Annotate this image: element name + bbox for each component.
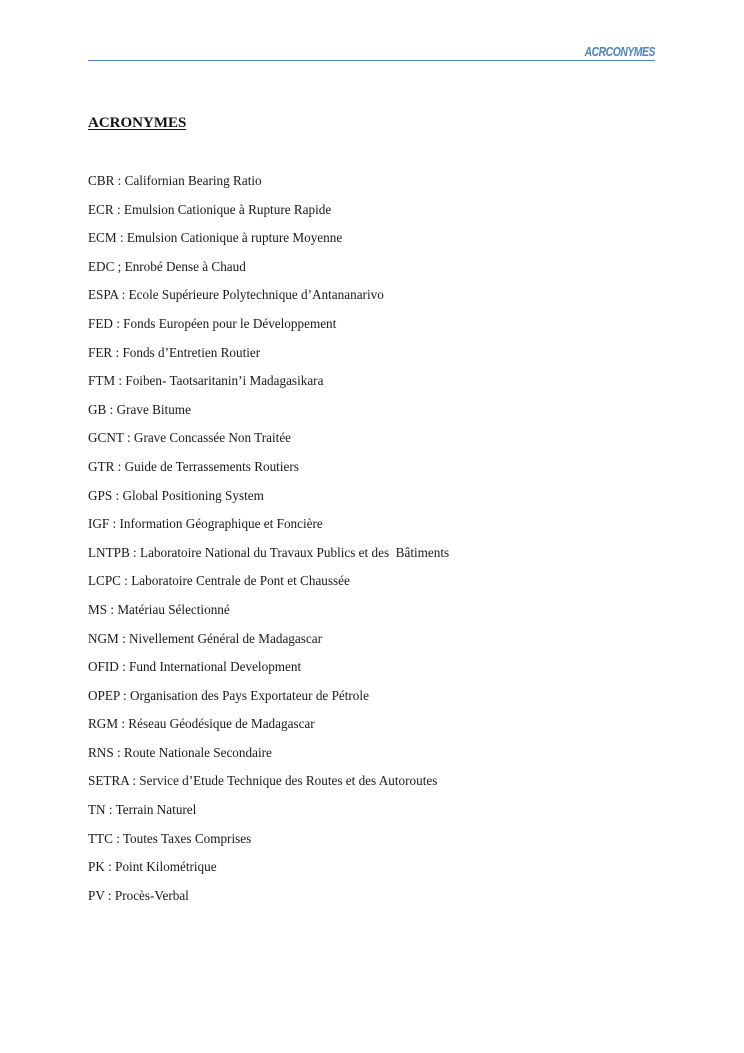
acronym-item: FED : Fonds Européen pour le Développement xyxy=(88,315,337,331)
acronym-item: ECR : Emulsion Cationique à Rupture Rapide xyxy=(88,201,332,217)
acronym-item: GB : Grave Bitume xyxy=(88,401,191,417)
acronym-item: CBR : Californian Bearing Ratio xyxy=(88,173,262,188)
acronym-item: TTC : Toutes Taxes Comprises xyxy=(88,830,252,846)
acronym-item: FER : Fonds d’Entretien Routier xyxy=(88,344,261,360)
acronym-item: MS : Matériau Sélectionné xyxy=(88,601,230,617)
acronym-item: PV : Procès-Verbal xyxy=(88,887,189,903)
acronym-list xyxy=(88,171,449,914)
acronym-item: LNTPB : Laboratoire National du Travaux Publics et des Bâtiments xyxy=(88,544,450,560)
acronym-item: GTR : Guide de Terrassements Routiers xyxy=(88,458,299,474)
acronym-item: OPEP : Organisation des Pays Exportateur de Pétrole xyxy=(88,687,369,703)
acronym-item: PK : Point Kilométrique xyxy=(88,859,217,875)
acronym-item: LCPC : Laboratoire Centrale de Pont et Chaussée xyxy=(88,573,350,589)
acronym-item: SETRA : Service d’Etude Technique des Routes et des Autoroutes xyxy=(88,773,438,789)
acronym-item: RNS : Route Nationale Secondaire xyxy=(88,744,272,760)
running-header: ACRCONYMES xyxy=(584,44,655,59)
acronym-item: OFID : Fund International Development xyxy=(88,659,302,675)
acronym-item: IGF : Information Géographique et Foncière xyxy=(88,516,323,532)
acronym-item: FTM : Foiben- Taotsaritanin’i Madagasikara xyxy=(88,373,324,389)
acronym-item: ESPA : Ecole Supérieure Polytechnique d’Antananarivo xyxy=(88,287,384,303)
acronym-item: RGM : Réseau Géodésique de Madagascar xyxy=(88,716,315,732)
acronym-item: NGM : Nivellement Général de Madagascar xyxy=(88,630,322,646)
header-divider xyxy=(88,60,655,61)
acronym-item: EDC ; Enrobé Dense à Chaud xyxy=(88,258,246,274)
acronym-item: GPS : Global Positioning System xyxy=(88,487,264,503)
acronym-item: TN : Terrain Naturel xyxy=(88,802,197,818)
section-title: ACRONYMES xyxy=(88,115,187,131)
acronym-item: ECM : Emulsion Cationique à rupture Moyenne xyxy=(88,230,343,246)
acronym-item: GCNT : Grave Concassée Non Traitée xyxy=(88,430,292,446)
